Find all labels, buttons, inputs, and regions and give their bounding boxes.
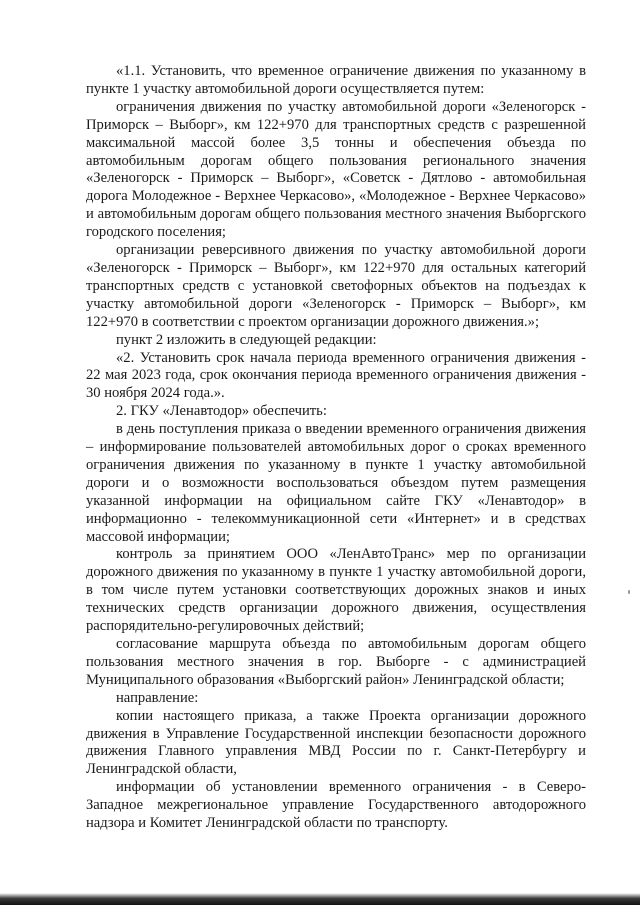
paragraph-reverse-traffic: организации реверсивного движения по участку автомобильной дороги «Зеленогорск - Приморск – Выборг», км 122+970 для остальных категорий транспортных средств с установкой светофорных объектов на подъездах к участку автомобильной дороги «Зеленогорск - Приморск – Выборг», км 122+970 в соответствии с проектом организации дорожного движения.»; [86,242,586,330]
scan-bottom-edge [0,893,640,905]
paragraph-gku-heading: 2. ГКУ «Ленавтодор» обеспечить: [116,403,327,420]
paragraph-speed-restriction: ограничения движения по участку автомобильной дороги «Зеленогорск - Приморск – Выборг», км 122+970 для транспортных средств с разрешенной максимальной массой более 3,5 тонны и обеспечения объезда по автомобильным дорогам общего пользования регионального значения «Зеленогорск - Приморск – Выборг», «Советск - Дятлово - автомобильная дорога Молодежное - Верхнее Черкасово», «Молодежное - Верхнее Черкасово» и автомобильным дорогам общего пользования местного значения Выборгского городского поселения; [86,98,586,241]
paragraph-point-2-edit: пункт 2 изложить в следующей редакции: [116,331,377,348]
paragraph-information-notice: информации об установлении временного ограничения - в Северо-Западное межрегиональное управление Государственного автодорожного надзора и Комитет Ленинградской области по транспорту. [86,779,586,832]
document-body [86,63,586,833]
paragraph-control: контроль за принятием ООО «ЛенАвтоТранс» мер по организации дорожного движения по указанному в пункте 1 участку автомобильной дороги, в том числе путем установки соответствующих дорожных знаков и иных технических средств организации дорожного движения, осуществления распорядительно-регулировочных действий; [86,546,586,635]
scan-artifact [628,590,630,594]
paragraph-direction-heading: направление: [116,689,199,706]
paragraph-period-dates: «2. Установить срок начала периода временного ограничения движения - 22 мая 2023 года, срок окончания периода временного ограничения движения - 30 ноября 2024 года.». [86,349,586,402]
paragraph-order-copies: копии настоящего приказа, а также Проекта организации дорожного движения в Управление Государственной инспекции безопасности дорожного движения Главного управления МВД России по г. Санкт-Петербургу и Ленинградской области, [86,707,586,778]
paragraph-informing: в день поступления приказа о введении временного ограничения движения – информирование пользователей автомобильных дорог о сроках временного ограничения движения по указанному в пункте 1 участку автомобильной дороги и о возможности воспользоваться объездом путем размещения указанной информации на официальном сайте ГКУ «Ленавтодор» в информационно - телекоммуникационной сети «Интернет» и в средствах массовой информации; [86,421,586,545]
paragraph-route-agreement: согласование маршрута объезда по автомобильным дорогам общего пользования местного значения в гор. Выборге - с администрацией Муниципального образования «Выборгский район» Ленинградской области; [86,636,586,688]
paragraph-1-1: «1.1. Установить, что временное ограничение движения по указанному в пункте 1 участку автомобильной дороги осуществляется путем: [86,63,586,97]
